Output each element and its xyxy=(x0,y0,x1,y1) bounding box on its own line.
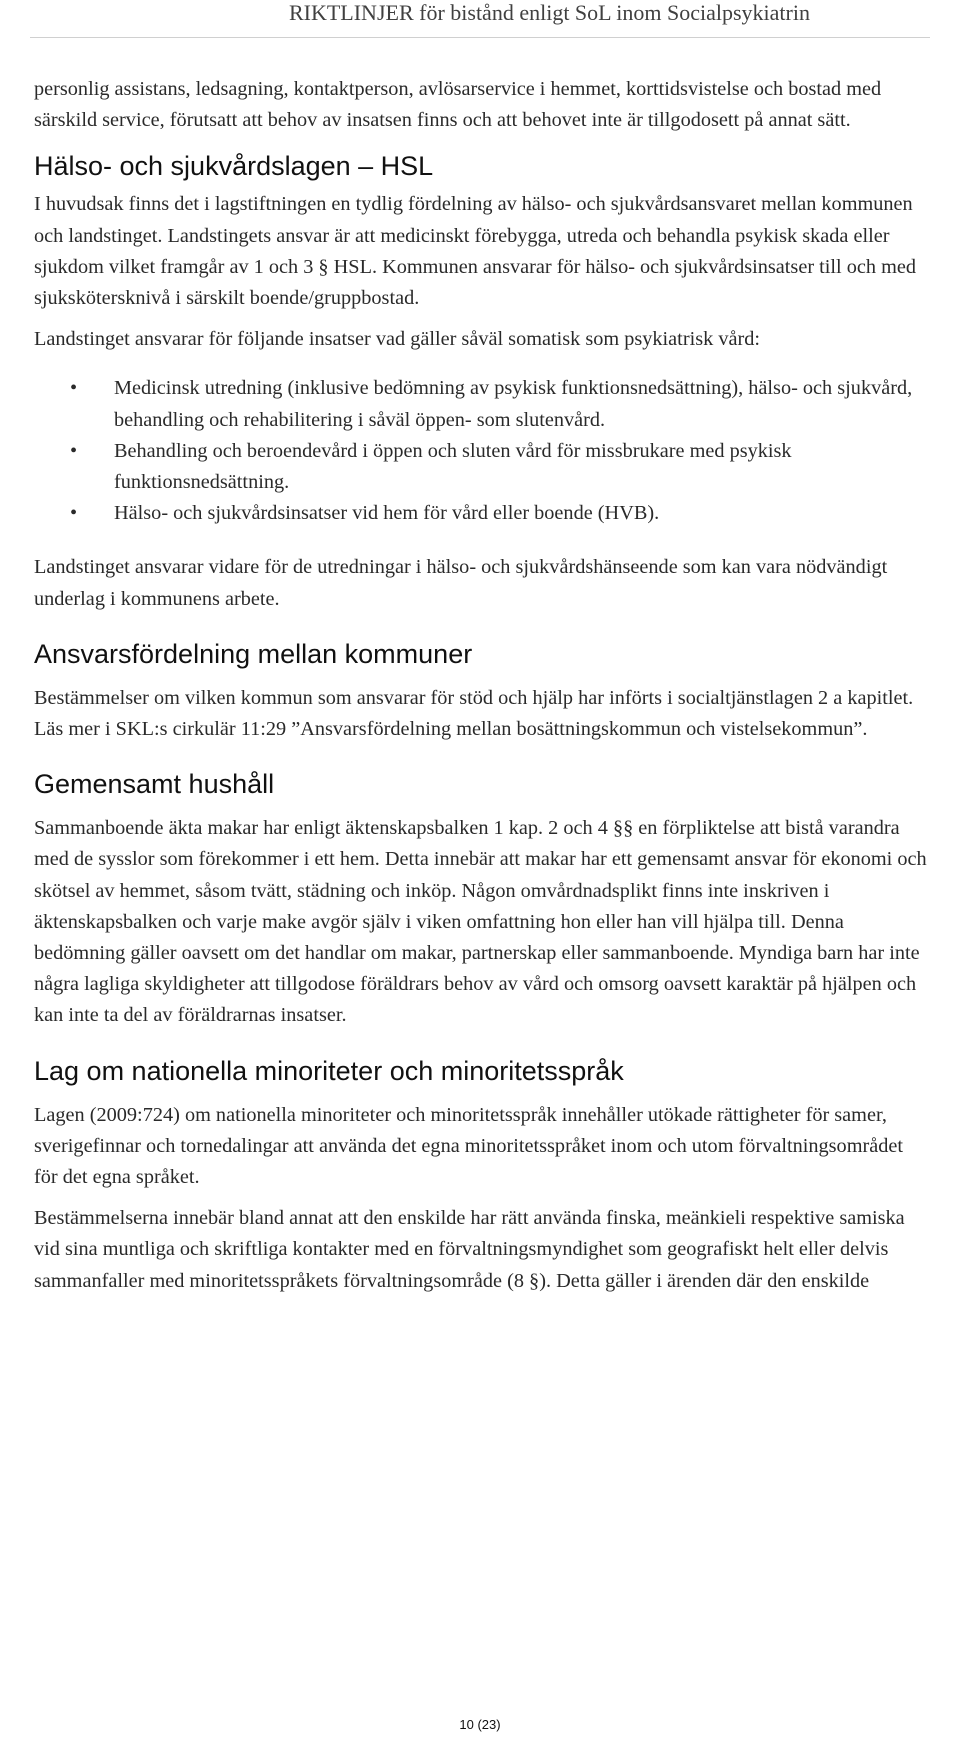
list-item-text: Hälso- och sjukvårdsinsatser vid hem för vård eller boende (HVB). xyxy=(114,502,660,525)
hsl-paragraph-3: Landstinget ansvarar vidare för de utredningar i hälso- och sjukvårdshänseende som kan vara nödvändigt underlag i kommunens arbete. xyxy=(34,556,888,610)
minoriteter-paragraph-2: Bestämmelserna innebär bland annat att den enskilde har rätt använda finska, meänkieli respektive samiska vid sina muntliga och skriftliga kontakter med en förvaltningsmyndighet som geografiskt helt eller delvis sammanfaller med minoritetsspråkets förvaltningsområde (8 §). Detta gäller i ärenden där den enskilde xyxy=(34,1207,905,1292)
bullet-marker: • xyxy=(70,439,78,462)
hsl-paragraph-2: Landstinget ansvarar för följande insatser vad gäller såväl somatisk som psykiatrisk vård: xyxy=(34,328,760,351)
list-item-text: Medicinsk utredning (inklusive bedömning av psykisk funktionsnedsättning), hälso- och sjukvård, behandling och rehabilitering i såväl öppen- som slutenvård. xyxy=(114,377,913,431)
section-heading-gemensamt-hushall: Gemensamt hushåll xyxy=(34,769,275,800)
section-heading-hsl: Hälso- och sjukvårdslagen – HSL xyxy=(34,151,434,182)
bullet-marker: • xyxy=(70,377,78,400)
bullet-marker: • xyxy=(70,502,78,525)
section-heading-minoriteter: Lag om nationella minoriteter och minoritetsspråk xyxy=(34,1055,624,1086)
gemensamt-hushall-paragraph: Sammanboende äkta makar har enligt äktenskapsbalken 1 kap. 2 och 4 §§ en förpliktelse att bistå varandra med de sysslor som förekommer i ett hem. Detta innebär att makar har ett gemensamt ansvar för ekonomi och skötsel av hemmet, såsom tvätt, städning och inköp. Någon omvårdnadsplikt finns inte inskriven i äktenskapsbalken och varje make avgör själv i viken omfattning hon eller han vill hjälpa till. Denna bedömning gäller oavsett om det handlar om makar, partnerskap eller sammanboende. Myndiga barn har inte några lagliga skyldigheter att tillgodose föräldrars behov av vård och omsorg oavsett karaktär på hjälpen och kan inte ta del av föräldrarnas insatser. xyxy=(34,817,927,1027)
intro-paragraph: personlig assistans, ledsagning, kontaktperson, avlösarservice i hemmet, korttidsvistelse och bostad med särskild service, förutsatt att behov av insatsen finns och att behovet inte är tillgodosett på annat sätt. xyxy=(34,78,882,132)
section-heading-ansvarsfordelning: Ansvarsfördelning mellan kommuner xyxy=(34,638,473,669)
header-divider xyxy=(30,37,930,38)
list-item xyxy=(34,373,930,435)
page-body xyxy=(34,74,930,1297)
page-number: 10 (23) xyxy=(459,1717,501,1732)
hsl-paragraph-1: I huvudsak finns det i lagstiftningen en tydlig fördelning av hälso- och sjukvårdsansvaret mellan kommunen och landstinget. Landstingets ansvar är att medicinskt förebygga, utreda och behandla psykisk skada eller sjukdom vilket framgår av 1 och 3 § HSL. Kommunen ansvarar för hälso- och sjukvårdsinsatser till och med sjukskötersknivå i särskilt boende/gruppbostad. xyxy=(34,193,917,310)
list-item xyxy=(34,436,930,498)
list-item-text: Behandling och beroendevård i öppen och sluten vård för missbrukare med psykisk funktionsnedsättning. xyxy=(114,439,792,494)
ansvarsfordelning-paragraph: Bestämmelser om vilken kommun som ansvarar för stöd och hjälp har införts i socialtjänstlagen 2 a kapitlet. Läs mer i SKL:s cirkulär 11:29 ”Ansvarsfördelning mellan bosättningskommun och vistelsekommun”. xyxy=(34,686,914,741)
list-item xyxy=(34,498,930,529)
hsl-bullet-list xyxy=(34,373,930,529)
minoriteter-paragraph-1: Lagen (2009:724) om nationella minoriteter och minoritetsspråk innehåller utökade rättigheter för samer, sverigefinnar och tornedalingar att använda det egna minoritetsspråket inom och utom förvaltningsområdet för det egna språket. xyxy=(34,1103,904,1189)
running-header: RIKTLINJER för bistånd enligt SoL inom Socialpsykiatrin xyxy=(288,0,810,25)
